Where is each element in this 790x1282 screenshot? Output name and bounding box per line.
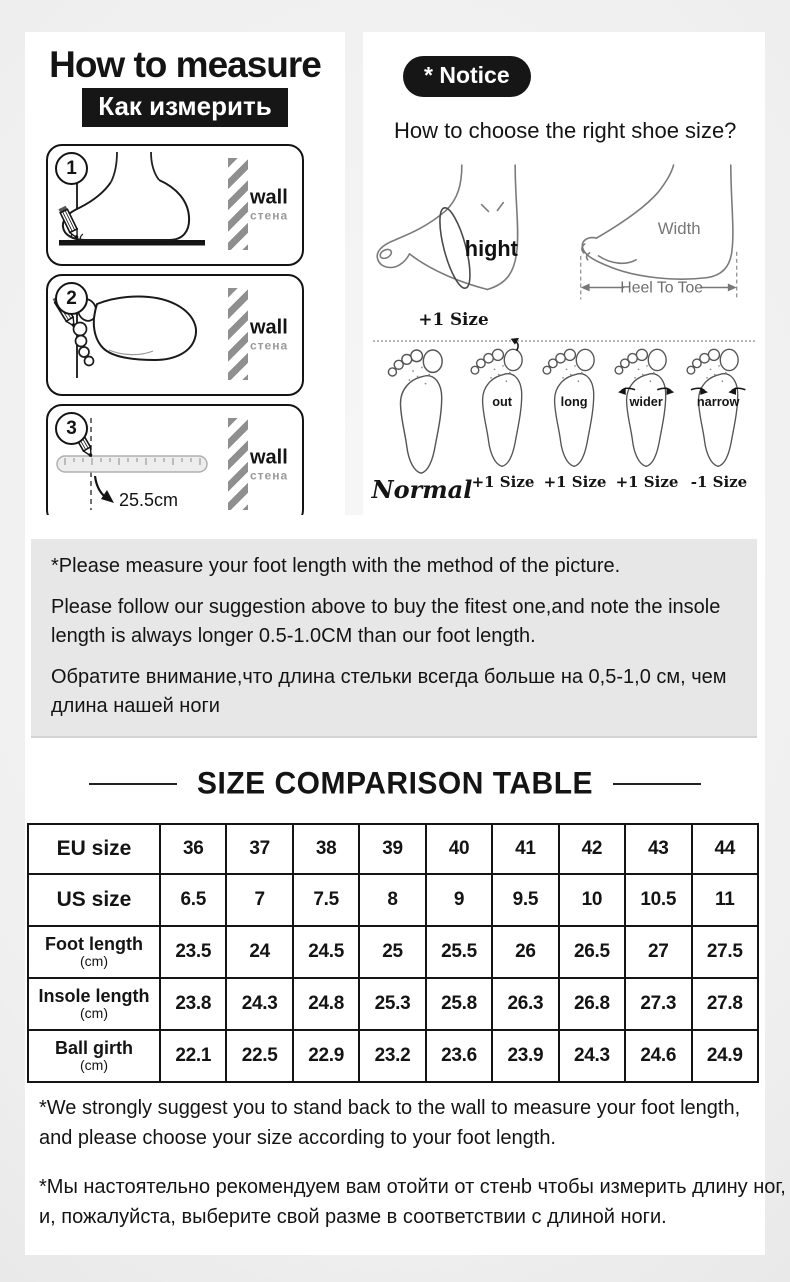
size-value-cell: 27.8 <box>692 978 759 1030</box>
size-value-cell: 36 <box>160 824 226 874</box>
instep-height-diagram <box>371 158 559 336</box>
heel-to-toe-diagram <box>559 158 761 336</box>
size-value-cell: 26.3 <box>492 978 558 1030</box>
size-value-cell: 43 <box>625 824 691 874</box>
size-value-cell: 37 <box>226 824 292 874</box>
size-value-cell: 38 <box>293 824 359 874</box>
size-table-title: SIZE COMPARISON TABLE <box>196 766 594 801</box>
size-value-cell: 26 <box>492 926 558 978</box>
wall-hatch <box>228 158 248 250</box>
sole-diagram <box>371 337 473 504</box>
width-label: Width <box>657 219 701 239</box>
size-info-card <box>25 515 786 1255</box>
title-rule-left <box>89 783 177 785</box>
arrowhead-left <box>580 284 589 292</box>
size-value-cell: 25.3 <box>359 978 425 1030</box>
notice-badge: * Notice <box>403 56 531 97</box>
size-value-cell: 23.8 <box>160 978 226 1030</box>
size-value-cell: 24.5 <box>293 926 359 978</box>
footnote-ru-line1: *Мы настоятельно рекомендуем вам отойти от стенb чтобы измерить длину ног, <box>39 1176 786 1198</box>
foot-sole-outline <box>612 337 682 468</box>
table-row <box>28 926 758 978</box>
size-value-cell: 44 <box>692 824 759 874</box>
foot-sole-outline <box>540 337 610 468</box>
sole-caption: +1 Size <box>471 473 535 491</box>
sole-label: long <box>560 393 588 409</box>
wall-label-en: wall <box>250 446 288 469</box>
how-to-measure-title: How to measure <box>49 44 321 85</box>
sole-diagram <box>683 337 755 491</box>
row-header: EU size <box>28 824 160 874</box>
wall-label-ru: стена <box>250 468 289 483</box>
measure-step-panel <box>46 274 304 396</box>
size-value-cell: 24.8 <box>293 978 359 1030</box>
size-value-cell: 8 <box>359 874 425 926</box>
step-number-badge: 1 <box>55 152 88 185</box>
footnotes <box>39 1093 786 1232</box>
measurement-label: 25.5cm <box>119 490 179 510</box>
size-value-cell: 10 <box>559 874 625 926</box>
table-row <box>28 824 758 874</box>
size-value-cell: 22.1 <box>160 1030 226 1082</box>
size-value-cell: 7.5 <box>293 874 359 926</box>
notice-question: How to choose the right shoe size? <box>394 118 737 143</box>
foot-sole-outline <box>468 337 538 468</box>
wall-label-ru: стена <box>250 338 289 353</box>
footnote-ru-line2: и, пожалуйста, выберите свой разме в соответствии с длиной ноги. <box>39 1206 667 1228</box>
sole-diagram <box>539 337 611 491</box>
size-value-cell: 23.6 <box>426 1030 492 1082</box>
sole-label: narrow <box>696 393 740 409</box>
sole-caption: -1 Size <box>690 473 748 491</box>
size-table-title-row <box>25 767 765 801</box>
row-header: Insole length (cm) <box>28 978 160 1030</box>
size-value-cell: 25.5 <box>426 926 492 978</box>
note-line-3-ru: Обратите внимание,что длина стельки всегда больше на 0,5-1,0 см, чем длина нашей ноги <box>51 666 727 717</box>
size-value-cell: 23.9 <box>492 1030 558 1082</box>
size-value-cell: 11 <box>692 874 759 926</box>
size-comparison-table <box>27 823 759 1083</box>
arrow-out <box>511 338 520 351</box>
size-value-cell: 27.3 <box>625 978 691 1030</box>
row-header: Foot length (cm) <box>28 926 160 978</box>
row-header: Ball girth (cm) <box>28 1030 160 1082</box>
size-value-cell: 25 <box>359 926 425 978</box>
footnote-en-line1: *We strongly suggest you to stand back to the wall to measure your foot length, <box>39 1097 741 1119</box>
step-number-badge: 3 <box>55 412 88 445</box>
row-header: US size <box>28 874 160 926</box>
title-rule-right <box>613 783 701 785</box>
size-value-cell: 24.3 <box>226 978 292 1030</box>
size-value-cell: 9.5 <box>492 874 558 926</box>
sole-label: out <box>492 393 513 409</box>
ruler <box>57 456 207 472</box>
size-value-cell: 24.3 <box>559 1030 625 1082</box>
size-value-cell: 26.5 <box>559 926 625 978</box>
size-value-cell: 41 <box>492 824 558 874</box>
sole-diagram <box>611 337 683 491</box>
footnote-en-line2: and please choose your size according to your foot length. <box>39 1127 556 1149</box>
size-value-cell: 22.5 <box>226 1030 292 1082</box>
table-row <box>28 874 758 926</box>
subtitle-wrap <box>25 88 345 127</box>
sole-label: wider <box>629 393 663 409</box>
size-value-cell: 22.9 <box>293 1030 359 1082</box>
wall-labels <box>250 188 300 223</box>
heel-to-toe-label: Heel To Toe <box>619 279 703 297</box>
side-view-diagrams <box>371 158 761 336</box>
size-value-cell: 10.5 <box>625 874 691 926</box>
measure-step-panel <box>46 404 304 526</box>
size-value-cell: 24.9 <box>692 1030 759 1082</box>
table-row <box>28 978 758 1030</box>
foot-sole-outline <box>684 337 754 468</box>
wall-label-en: wall <box>250 186 288 209</box>
size-value-cell: 26.8 <box>559 978 625 1030</box>
measure-steps <box>46 144 304 534</box>
foot-sole-outline <box>378 337 466 475</box>
wall-label-ru: стена <box>250 208 289 223</box>
sole-diagrams <box>371 337 755 509</box>
wall-labels <box>250 448 300 483</box>
size-value-cell: 24.6 <box>625 1030 691 1082</box>
wall-hatch <box>228 418 248 510</box>
size-value-cell: 27.5 <box>692 926 759 978</box>
size-value-cell: 23.5 <box>160 926 226 978</box>
arrowhead-right <box>727 284 736 292</box>
step-number-badge: 2 <box>55 282 88 315</box>
height-caption: +1 Size <box>418 308 489 329</box>
size-value-cell: 25.8 <box>426 978 492 1030</box>
size-value-cell: 9 <box>426 874 492 926</box>
size-value-cell: 27 <box>625 926 691 978</box>
size-value-cell: 39 <box>359 824 425 874</box>
sole-caption: +1 Size <box>543 473 607 491</box>
wall-labels <box>250 318 300 353</box>
height-label: hight <box>464 235 518 261</box>
size-value-cell: 42 <box>559 824 625 874</box>
arrowhead <box>101 490 114 503</box>
wall-hatch <box>228 288 248 380</box>
size-value-cell: 23.2 <box>359 1030 425 1082</box>
size-value-cell: 7 <box>226 874 292 926</box>
note-line-2: Please follow our suggestion above to buy the fitest one,and note the insole length is always longer 0.5-1.0CM than our foot length. <box>51 596 721 647</box>
how-to-measure-subtitle-ru: Как измерить <box>82 88 287 127</box>
sole-caption: +1 Size <box>615 473 679 491</box>
wall-label-en: wall <box>250 316 288 339</box>
size-value-cell: 6.5 <box>160 874 226 926</box>
size-value-cell: 40 <box>426 824 492 874</box>
table-row <box>28 1030 758 1082</box>
size-value-cell: 24 <box>226 926 292 978</box>
how-to-measure-card <box>25 32 345 515</box>
sole-caption: Normal <box>371 475 473 504</box>
measure-notes <box>31 539 757 736</box>
note-line-1: *Please measure your foot length with the method of the picture. <box>51 555 621 577</box>
notice-card <box>363 32 765 515</box>
sole-diagram <box>467 337 539 491</box>
measure-step-panel <box>46 144 304 266</box>
